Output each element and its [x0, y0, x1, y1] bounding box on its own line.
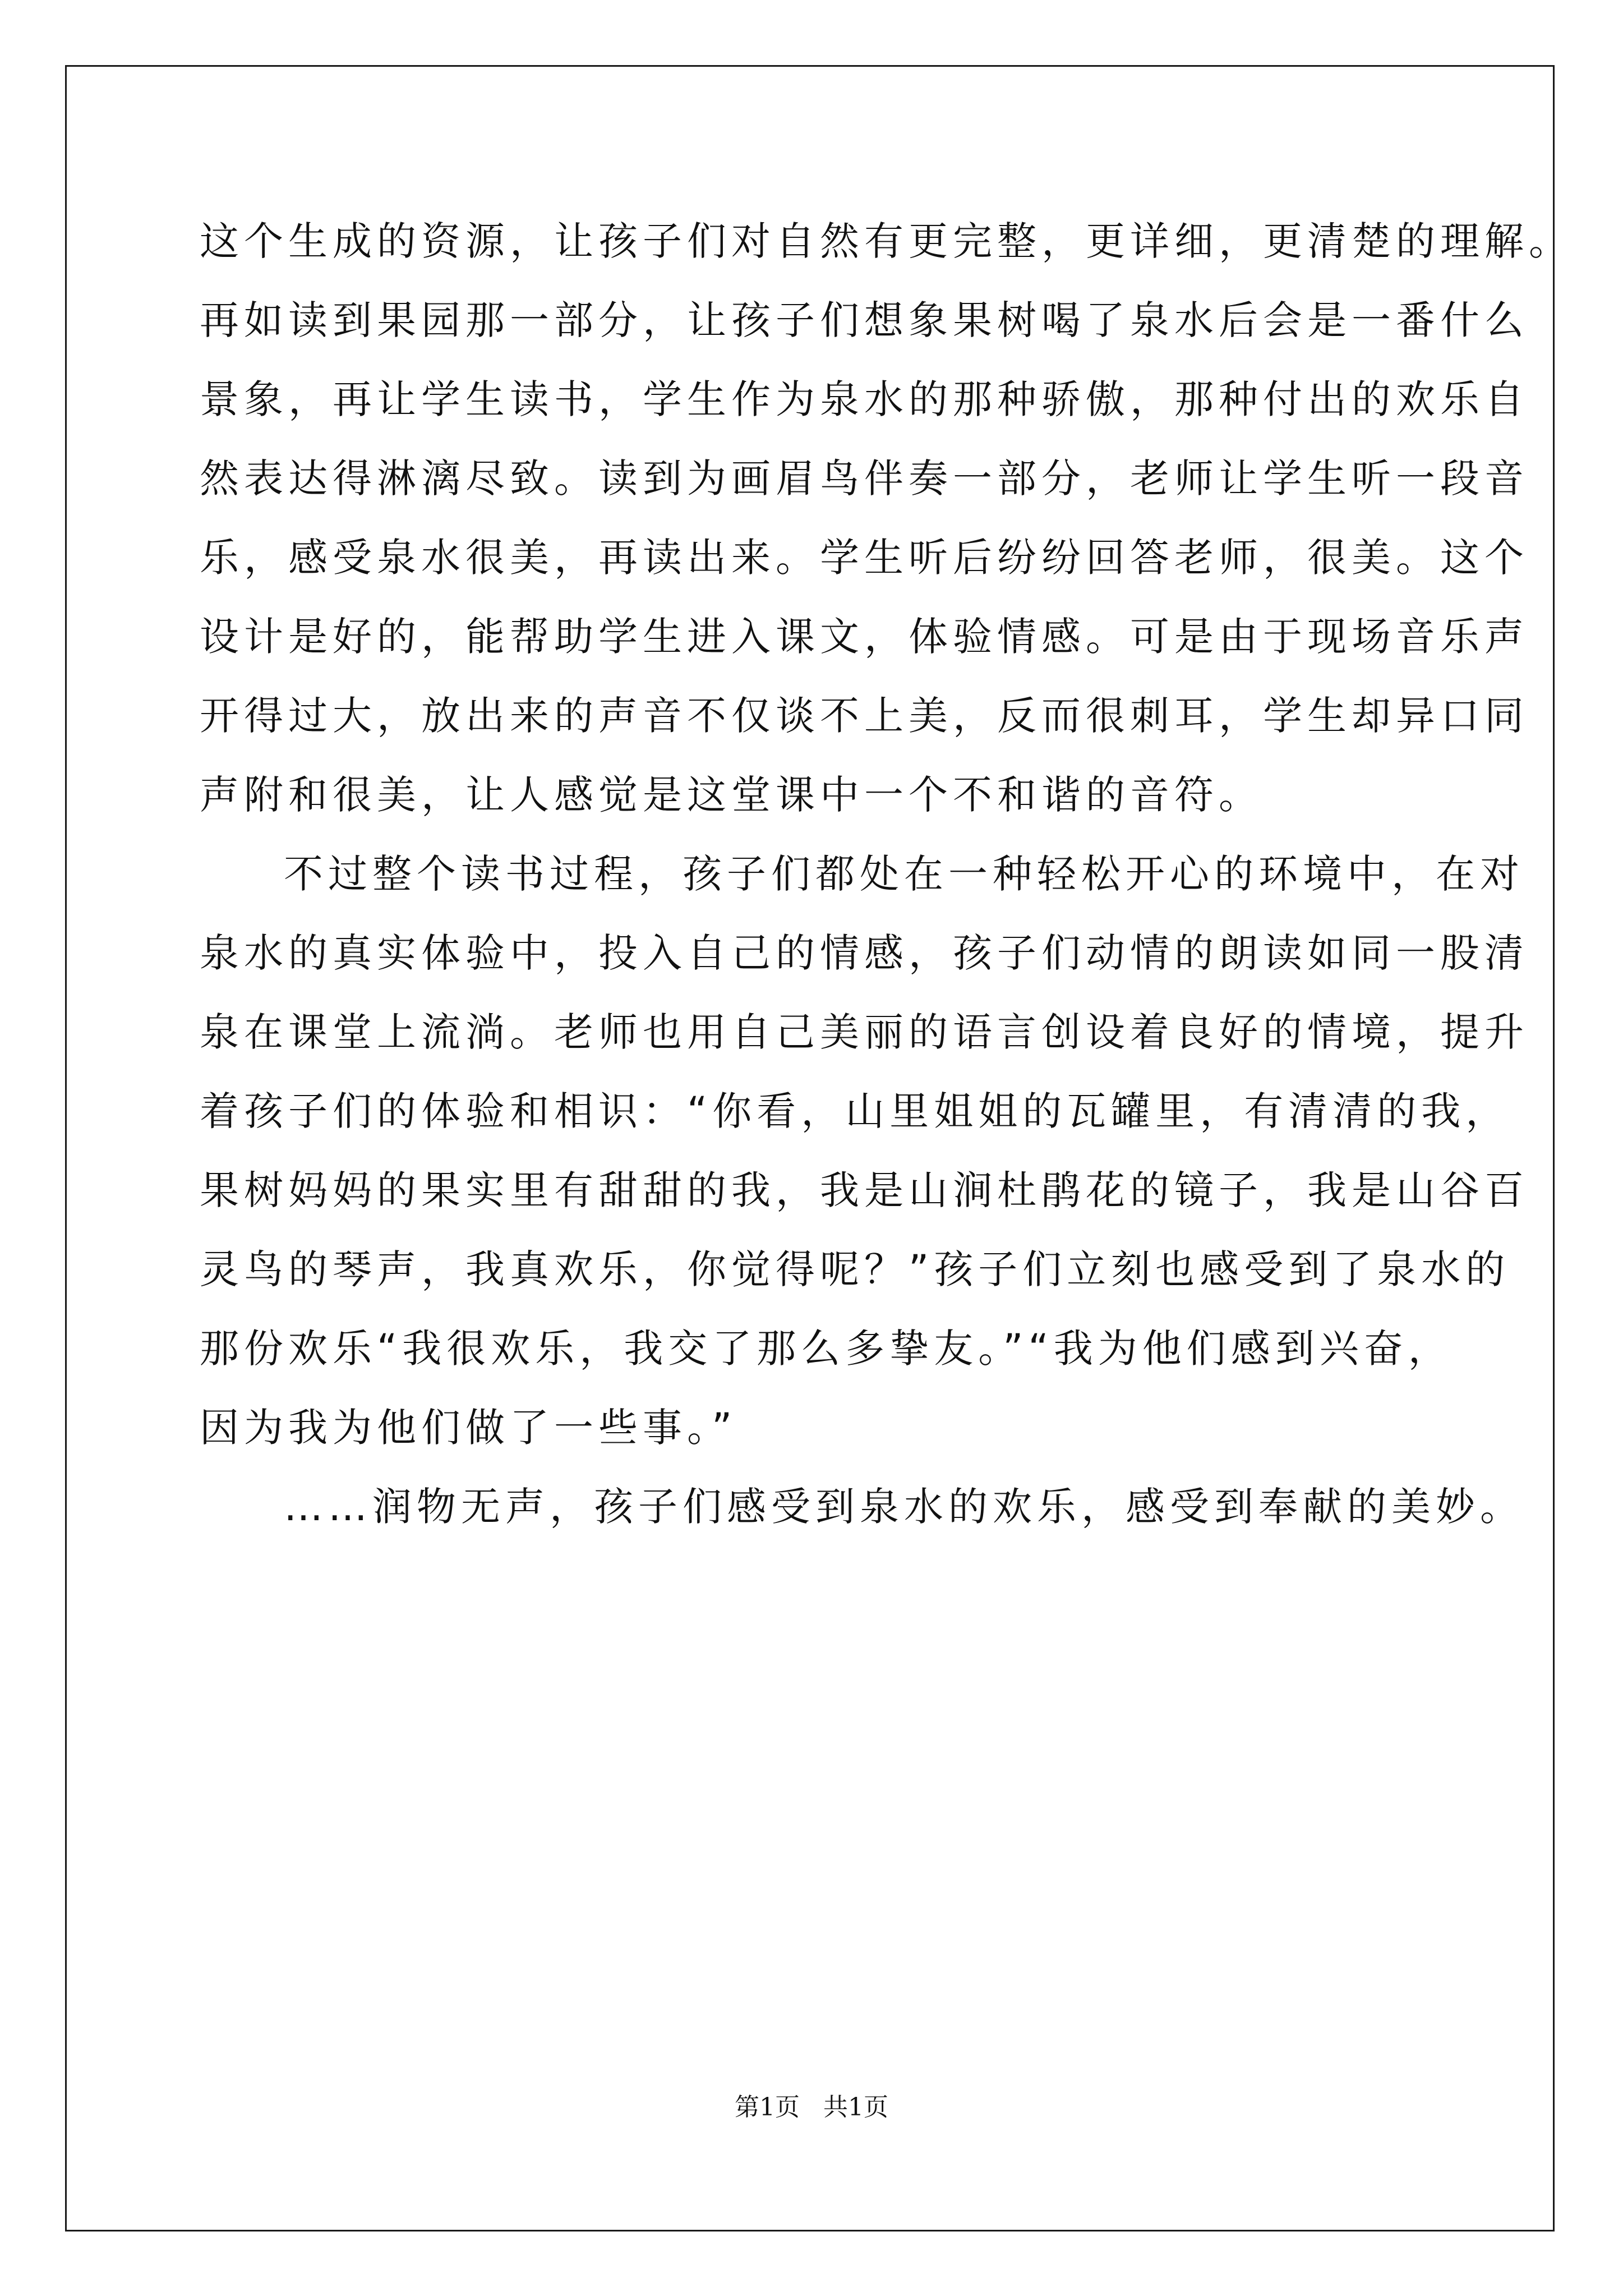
text-line: 乐，感受泉水很美，再读出来。学生听后纷纷回答老师，很美。这个: [200, 535, 1529, 581]
text-line: 那份欢乐“我很欢乐，我交了那么多挚友。”“我为他们感到兴奋，: [200, 1326, 1453, 1372]
paragraph-1: [200, 202, 1573, 835]
text-line: 再如读到果园那一部分，让孩子们想象果树喝了泉水后会是一番什么: [200, 297, 1529, 343]
page-number-total: 共1页: [823, 2093, 888, 2122]
text-line: 果树妈妈的果实里有甜甜的我，我是山涧杜鹃花的镜子，我是山谷百: [200, 1167, 1529, 1213]
paragraph-3: [200, 1467, 1524, 1547]
text-line: 灵鸟的琴声，我真欢乐，你觉得呢？”孩子们立刻也感受到了泉水的: [200, 1246, 1510, 1292]
page-footer: [0, 2087, 1623, 2123]
text-line: 泉水的真实体验中，投入自己的情感，孩子们动情的朗读如同一股清: [200, 930, 1529, 976]
text-line: 设计是好的，能帮助学生进入课文，体验情感。可是由于现场音乐声: [200, 614, 1529, 660]
document-body: [200, 202, 1573, 1547]
text-line: 然表达得淋漓尽致。读到为画眉鸟伴奏一部分，老师让学生听一段音: [200, 455, 1529, 501]
text-line: ……润物无声，孩子们感受到泉水的欢乐，感受到奉献的美妙。: [284, 1484, 1524, 1530]
text-line: 泉在课堂上流淌。老师也用自己美丽的语言创设着良好的情境，提升: [200, 1009, 1529, 1055]
paragraph-2: [200, 835, 1529, 1467]
text-line: 景象，再让学生读书，学生作为泉水的那种骄傲，那种付出的欢乐自: [200, 376, 1529, 422]
text-line: 声附和很美，让人感觉是这堂课中一个不和谐的音符。: [200, 772, 1263, 818]
text-line: 这个生成的资源，让孩子们对自然有更完整，更详细，更清楚的理解。: [200, 218, 1573, 264]
text-line: 因为我为他们做了一些事。”: [200, 1405, 737, 1451]
text-line: 不过整个读书过程，孩子们都处在一种轻松开心的环境中，在对: [284, 851, 1524, 897]
text-line: 着孩子们的体验和相识：“你看，山里姐姐的瓦罐里，有清清的我，: [200, 1088, 1510, 1134]
text-line: 开得过大，放出来的声音不仅谈不上美，反而很刺耳，学生却异口同: [200, 693, 1529, 739]
page-number-current: 第1页: [735, 2093, 800, 2122]
